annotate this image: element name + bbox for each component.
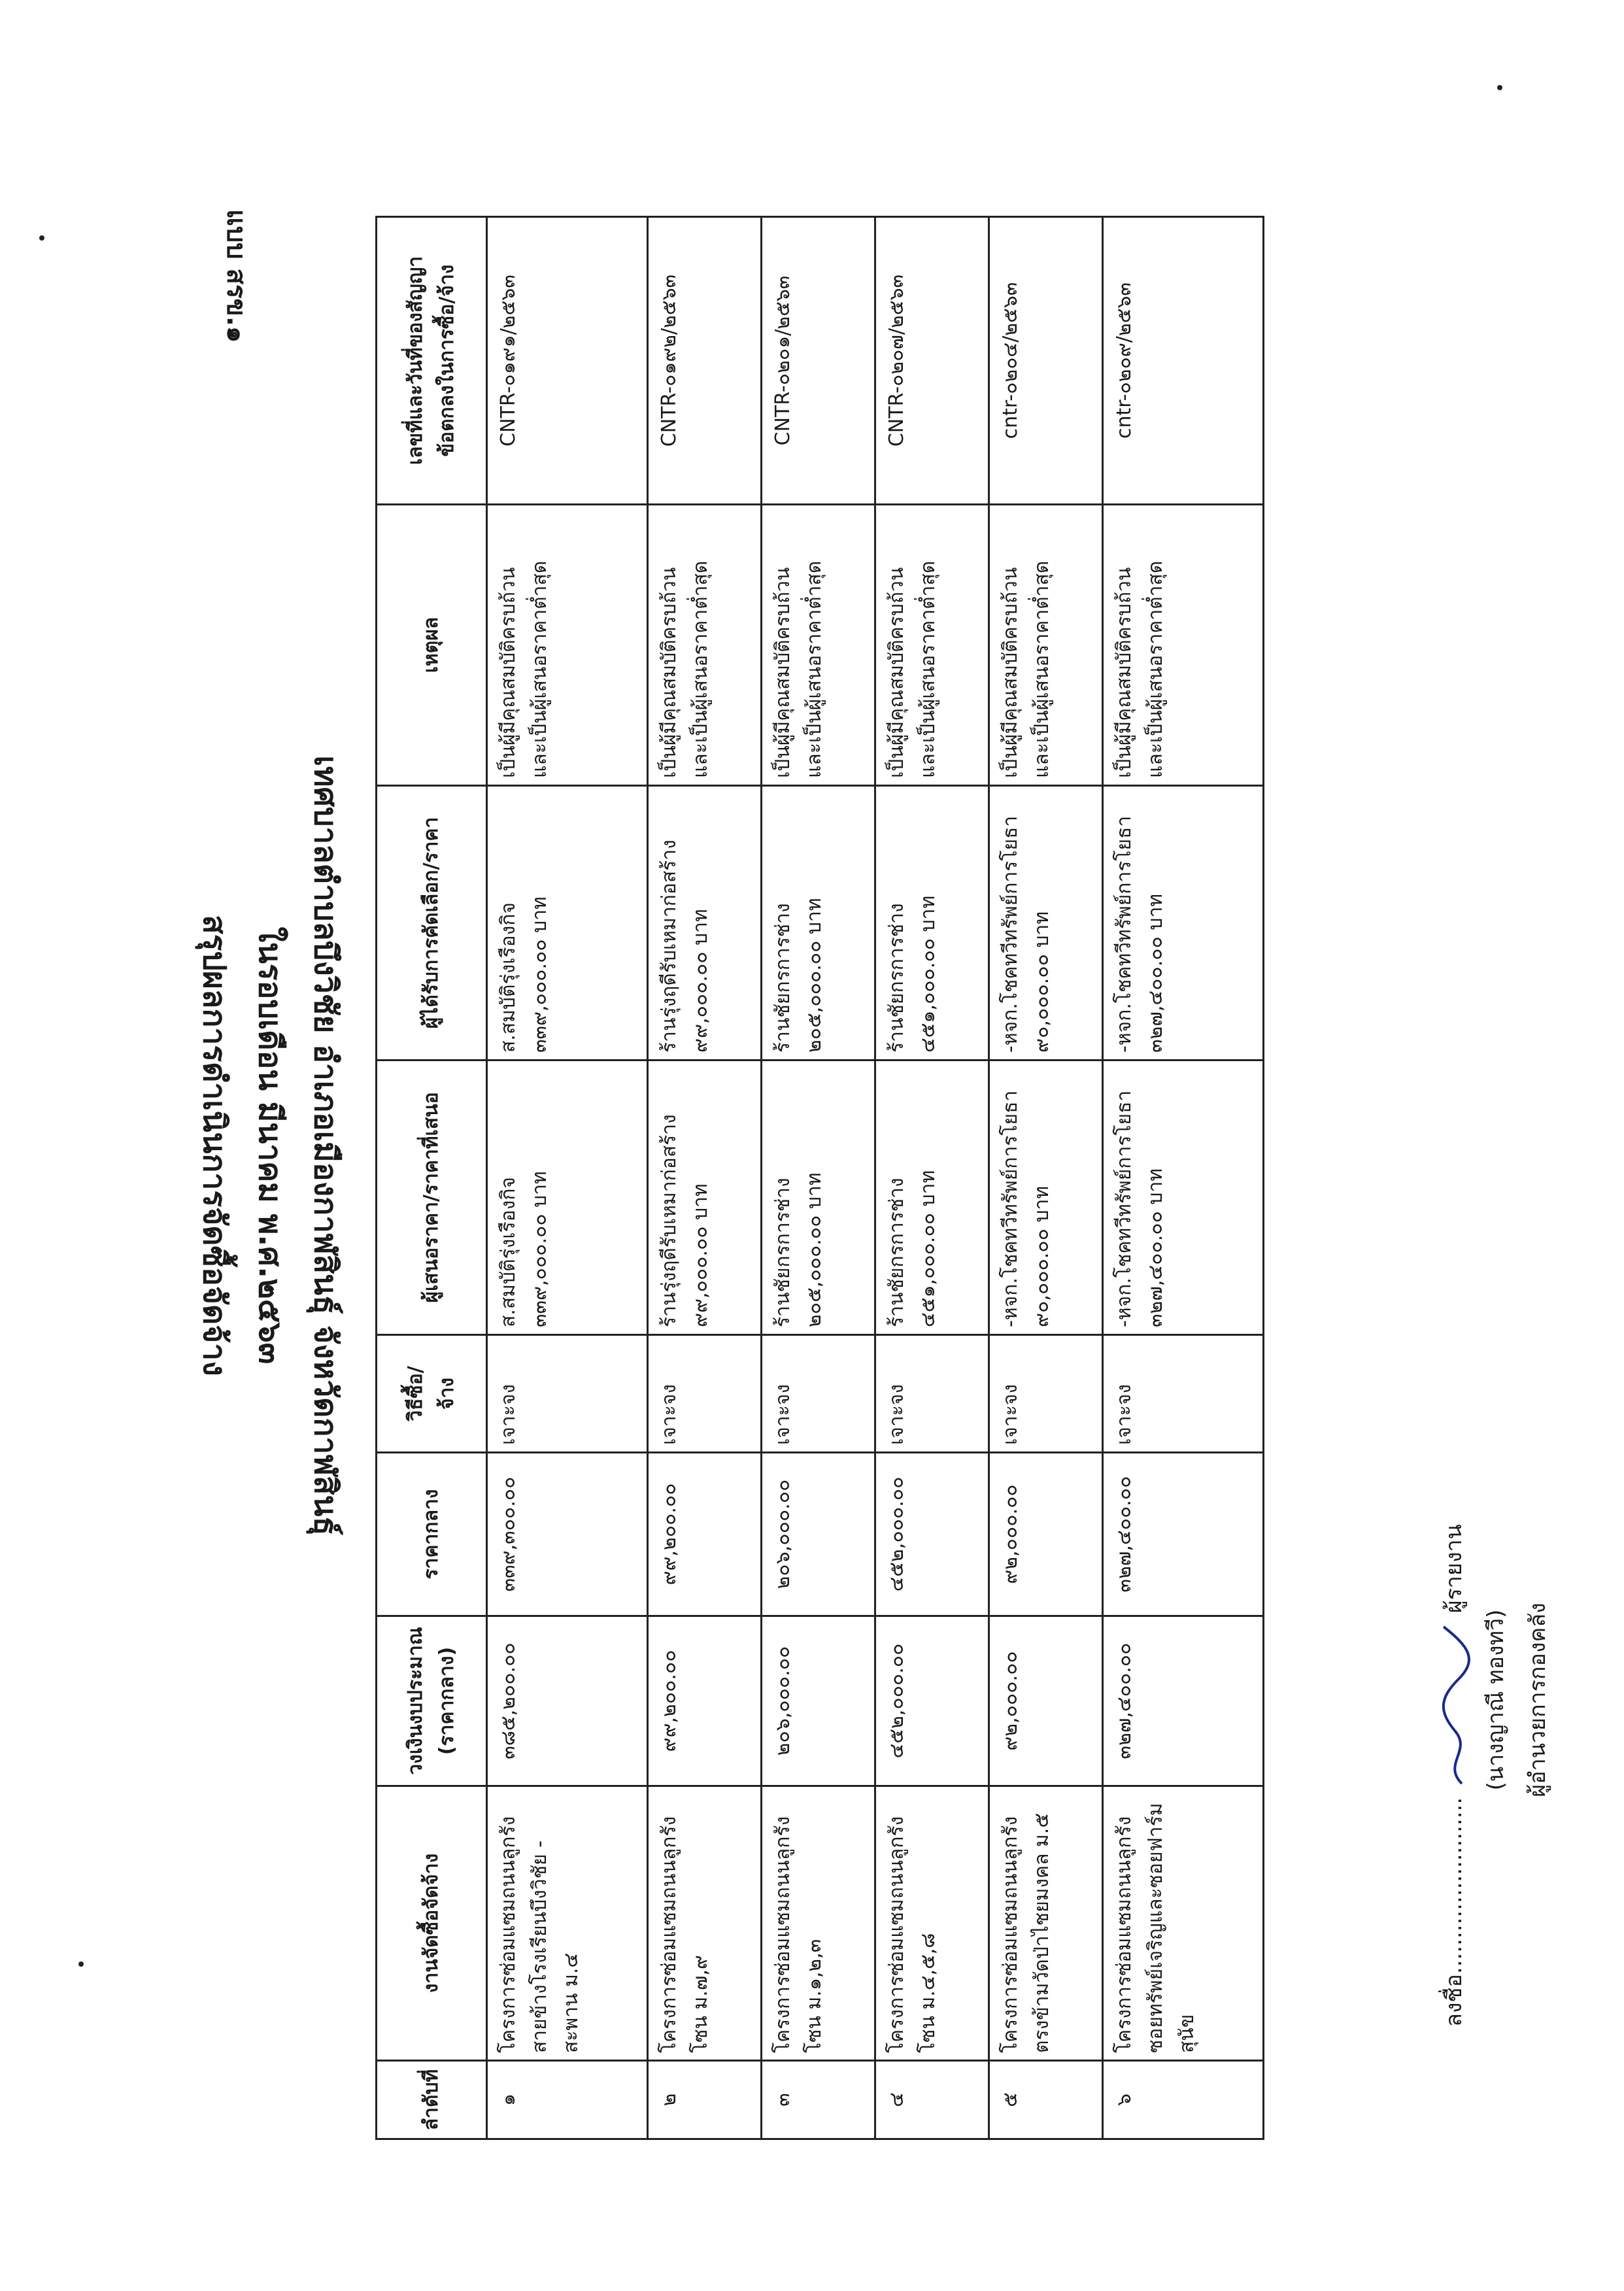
table-row: [875, 217, 989, 2139]
row-reason: [487, 505, 648, 786]
row-budget: ๒๐๖,๐๐๐.๐๐: [762, 1616, 875, 1786]
row-bidder: [1102, 1061, 1263, 1335]
bidder-name: ส.สมบัติรุ่งเรืองกิจ: [497, 1177, 520, 1327]
row-median: ๙๙,๒๐๐.๐๐: [648, 1453, 762, 1616]
scan-speck: [1497, 85, 1502, 90]
row-no: ๔: [875, 2061, 989, 2139]
table-row: [1102, 217, 1263, 2139]
row-median: ๙๒,๐๐๐.๐๐: [989, 1453, 1102, 1616]
scan-speck: [78, 1961, 84, 1967]
reason-line1: เป็นผู้มีคุณสมบัติครบถ้วน: [771, 567, 795, 778]
bidder-name: ร้านชัยกรการช่าง: [885, 1178, 908, 1327]
document-period: ในรอบเดือน มีนาคม พ.ศ.๒๕๖๓: [252, 926, 288, 1365]
row-bidder: [875, 1061, 989, 1335]
row-method: เจาะจง: [648, 1335, 762, 1453]
handwritten-signature: [1436, 1620, 1475, 1790]
row-method: เจาะจง: [487, 1335, 648, 1453]
selected-name: -หจก.โชคทวีทรัพย์การโยธา: [998, 815, 1022, 1053]
row-method: เจาะจง: [875, 1335, 989, 1453]
reason-line1: เป็นผู้มีคุณสมบัติครบถ้วน: [998, 567, 1022, 778]
row-reason: [648, 505, 762, 786]
table-row: [989, 217, 1102, 2139]
row-median: ๔๕๒,๐๐๐.๐๐: [875, 1453, 989, 1616]
row-project: โครงการซ่อมแซมถนนลูกรัง โซน ม.๑,๒,๓: [762, 1786, 875, 2061]
form-code: แบบ สรข.๑: [221, 209, 251, 343]
row-no: ๓: [762, 2061, 875, 2139]
row-contract: CNTR-๐๑๙๒/๒๕๖๓: [648, 217, 762, 505]
row-budget: ๔๕๒,๐๐๐.๐๐: [875, 1616, 989, 1786]
row-bidder: [648, 1061, 762, 1335]
selected-name: ส.สมบัติรุ่งเรืองกิจ: [497, 902, 520, 1053]
bidder-price: ๒๐๕,๐๐๐.๐๐ บาท: [803, 1172, 826, 1327]
row-selected: [1102, 786, 1263, 1061]
row-budget: ๓๒๗,๔๐๐.๐๐: [1102, 1616, 1263, 1786]
reason-line2: และเป็นผู้เสนอราคาต่ำสุด: [1143, 560, 1167, 778]
sign-prefix: ลงชื่อ.........................: [1441, 1797, 1467, 2027]
reason-line2: และเป็นผู้เสนอราคาต่ำสุด: [916, 560, 939, 778]
row-reason: [989, 505, 1102, 786]
signer-position: ผู้อำนวยการกองคลัง: [1525, 1603, 1551, 1797]
header-project: งานจัดซื้อจัดจ้าง: [377, 1786, 487, 2061]
row-bidder: [487, 1061, 648, 1335]
selected-price: ๓๓๙,๐๐๐.๐๐ บาท: [528, 896, 551, 1053]
signature-block: [1433, 1373, 1559, 2027]
bidder-price: ๔๕๑,๐๐๐.๐๐ บาท: [916, 1170, 939, 1327]
sign-suffix: ผู้รายงาน: [1441, 1524, 1467, 1614]
bidder-price: ๙๙,๐๐๐.๐๐ บาท: [689, 1183, 713, 1327]
header-contract-line2: ข้อตกลงในการซื้อ/จ้าง: [435, 264, 458, 457]
selected-name: ร้านชัยกรการช่าง: [771, 903, 795, 1053]
row-project: โครงการซ่อมแซมถนนลูกรัง ซอยทรัพย์เจริญและซอยฟาร์มสุนัข: [1102, 1786, 1263, 2061]
selected-name: ร้านชัยกรการช่าง: [885, 903, 908, 1053]
row-median: ๓๒๗,๔๐๐.๐๐: [1102, 1453, 1263, 1616]
table-row: [487, 217, 648, 2139]
table-row: [648, 217, 762, 2139]
header-budget: [377, 1616, 487, 1786]
row-contract: cntr-๐๒๐๙/๒๕๖๓: [1102, 217, 1263, 505]
header-reason: เหตุผล: [377, 505, 487, 786]
reason-line2: และเป็นผู้เสนอราคาต่ำสุด: [1030, 560, 1053, 778]
row-budget: ๙๒,๐๐๐.๐๐: [989, 1616, 1102, 1786]
reason-line2: และเป็นผู้เสนอราคาต่ำสุด: [528, 560, 551, 778]
selected-price: ๙๐,๐๐๐.๐๐ บาท: [1030, 911, 1053, 1053]
header-selected: ผู้ได้รับการคัดเลือก/ราคา: [377, 786, 487, 1061]
row-contract: CNTR-๐๑๙๑/๒๕๖๓: [487, 217, 648, 505]
row-reason: [1102, 505, 1263, 786]
row-contract: CNTR-๐๒๐๑/๒๕๖๓: [762, 217, 875, 505]
document-title: สรุปผลการดำเนินการจัดซื้อจัดจ้าง: [196, 915, 233, 1376]
selected-price: ๒๐๕,๐๐๐.๐๐ บาท: [803, 898, 826, 1053]
header-contract: [377, 217, 487, 505]
selected-price: ๔๕๑,๐๐๐.๐๐ บาท: [916, 895, 939, 1053]
row-budget: ๙๙,๒๐๐.๐๐: [648, 1616, 762, 1786]
selected-price: ๙๙,๐๐๐.๐๐ บาท: [689, 909, 713, 1053]
row-method: เจาะจง: [989, 1335, 1102, 1453]
row-project: โครงการซ่อมแซมถนนลูกรัง โซน ม.๗,๙: [648, 1786, 762, 2061]
row-project: โครงการซ่อมแซมถนนลูกรัง สายข้างโรงเรียนบึงวิชัย - สะพาน ม.๔: [487, 1786, 648, 2061]
table-row: [762, 217, 875, 2139]
bidder-name: ร้านรุ่งฤดีรับเหมาก่อสร้าง: [658, 1114, 681, 1327]
row-no: ๕: [989, 2061, 1102, 2139]
row-method: เจาะจง: [762, 1335, 875, 1453]
selected-name: ร้านรุ่งฤดีรับเหมาก่อสร้าง: [658, 840, 681, 1053]
row-reason: [762, 505, 875, 786]
bidder-price: ๓๓๙,๐๐๐.๐๐ บาท: [528, 1171, 551, 1327]
row-selected: [487, 786, 648, 1061]
header-budget-line2: (ราคากลาง): [435, 1646, 458, 1756]
reason-line1: เป็นผู้มีคุณสมบัติครบถ้วน: [885, 567, 908, 778]
row-bidder: [989, 1061, 1102, 1335]
signature-line: [1433, 1373, 1475, 2027]
header-method: [377, 1335, 487, 1453]
row-method: เจาะจง: [1102, 1335, 1263, 1453]
header-method-line2: จ้าง: [435, 1377, 458, 1410]
bidder-price: ๓๒๗,๔๐๐.๐๐ บาท: [1143, 1168, 1167, 1327]
row-bidder: [762, 1061, 875, 1335]
row-project: โครงการซ่อมแซมถนนลูกรัง ตรงข้ามวัดป่าไชยมงคล ม.๕: [989, 1786, 1102, 2061]
reason-line2: และเป็นผู้เสนอราคาต่ำสุด: [689, 560, 713, 778]
scan-speck: [39, 235, 44, 241]
procurement-table: [375, 216, 1264, 2140]
row-contract: cntr-๐๒๐๔/๒๕๖๓: [989, 217, 1102, 505]
header-contract-line1: เลขที่และวันที่ของสัญญา: [404, 256, 427, 466]
selected-name: -หจก.โชคทวีทรัพย์การโยธา: [1112, 815, 1136, 1053]
row-no: ๑: [487, 2061, 648, 2139]
document-organization: เทศบาลตำบลบึงวิชัย อำเภอเมืองกาฬสินธุ์ จังหวัดกาฬสินธุ์: [307, 755, 344, 1536]
header-bidders: ผู้เสนอราคา/ราคาที่เสนอ: [377, 1061, 487, 1335]
bidder-price: ๙๐,๐๐๐.๐๐ บาท: [1030, 1185, 1053, 1327]
reason-line1: เป็นผู้มีคุณสมบัติครบถ้วน: [1112, 567, 1136, 778]
reason-line1: เป็นผู้มีคุณสมบัติครบถ้วน: [497, 567, 520, 778]
bidder-name: -หจก.โชคทวีทรัพย์การโยธา: [998, 1090, 1022, 1327]
table-header-row: [377, 217, 487, 2139]
selected-price: ๓๒๗,๔๐๐.๐๐ บาท: [1143, 893, 1167, 1053]
row-no: ๖: [1102, 2061, 1263, 2139]
row-selected: [875, 786, 989, 1061]
row-median: ๒๐๖,๐๐๐.๐๐: [762, 1453, 875, 1616]
row-contract: CNTR-๐๒๐๗/๒๕๖๓: [875, 217, 989, 505]
header-budget-line1: วงเงินงบประมาณ: [404, 1627, 427, 1775]
row-no: ๒: [648, 2061, 762, 2139]
reason-line1: เป็นผู้มีคุณสมบัติครบถ้วน: [658, 567, 681, 778]
reason-line2: และเป็นผู้เสนอราคาต่ำสุด: [803, 560, 826, 778]
row-budget: ๓๘๕,๒๐๐.๐๐: [487, 1616, 648, 1786]
bidder-name: -หจก.โชคทวีทรัพย์การโยธา: [1112, 1090, 1136, 1327]
row-selected: [762, 786, 875, 1061]
row-median: ๓๓๙,๓๐๐.๐๐: [487, 1453, 648, 1616]
bidder-name: ร้านชัยกรการช่าง: [771, 1178, 795, 1327]
signer-name: (นางญาณี ทองทวี): [1483, 1609, 1509, 1791]
row-selected: [989, 786, 1102, 1061]
header-no: ลำดับที่: [377, 2061, 487, 2139]
header-method-line1: วิธีซื้อ/: [404, 1366, 427, 1421]
row-reason: [875, 505, 989, 786]
header-median: ราคากลาง: [377, 1453, 487, 1616]
row-selected: [648, 786, 762, 1061]
row-project: โครงการซ่อมแซมถนนลูกรัง โซน ม.๔,๕,๘: [875, 1786, 989, 2061]
